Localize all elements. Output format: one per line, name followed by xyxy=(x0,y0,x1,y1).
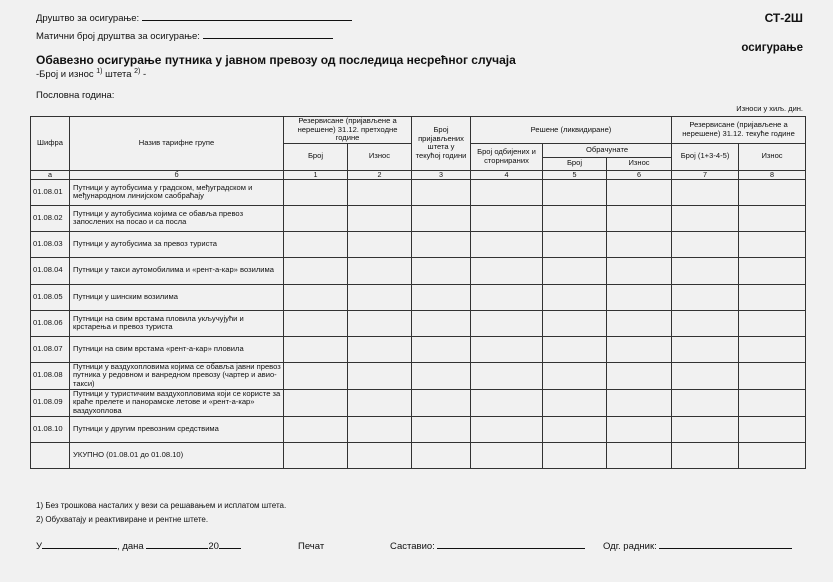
row-name: Путници у аутобусима за превоз туриста xyxy=(70,231,284,257)
value-cell[interactable] xyxy=(284,416,348,442)
row-name: Путници у такси аутомобилима и «рент-а-кар» возилима xyxy=(70,257,284,284)
value-cell[interactable] xyxy=(607,442,672,468)
value-cell[interactable] xyxy=(412,205,471,231)
header-prev-count: Број xyxy=(284,143,348,170)
value-cell[interactable] xyxy=(739,205,806,231)
value-cell[interactable] xyxy=(543,179,607,205)
value-cell[interactable] xyxy=(284,205,348,231)
table-row xyxy=(31,257,806,284)
place-date-line xyxy=(36,541,241,552)
place-prefix: У xyxy=(36,541,43,552)
value-cell[interactable] xyxy=(471,389,543,416)
value-cell[interactable] xyxy=(284,284,348,310)
value-cell[interactable] xyxy=(412,442,471,468)
header-rejected: Број одбијених и сторнираних xyxy=(471,143,543,170)
header-reported: Број пријављених штета у текућој години xyxy=(412,117,471,171)
value-cell[interactable] xyxy=(672,205,739,231)
row-name: УКУПНО (01.08.01 до 01.08.10) xyxy=(70,442,284,468)
table-row xyxy=(31,336,806,362)
header-curr-amount: Износ xyxy=(739,143,806,170)
date-label: , дана xyxy=(117,541,144,552)
row-code: 01.08.02 xyxy=(31,205,70,231)
value-cell[interactable] xyxy=(739,389,806,416)
value-cell[interactable] xyxy=(471,205,543,231)
value-cell[interactable] xyxy=(348,416,412,442)
company-label: Друштво за осигурање: xyxy=(36,13,140,24)
company-field[interactable] xyxy=(142,20,352,21)
value-cell[interactable] xyxy=(739,336,806,362)
subtitle-pre: -Број и износ xyxy=(36,69,94,81)
row-name: Путници у аутобусима којима се обавља превоз запослених на посао и са посла xyxy=(70,205,284,231)
responsible-label: Одг. радник: xyxy=(603,541,657,552)
footnote-1: 1) Без трошкова насталих у вези са решавањем и исплатом штета. xyxy=(36,501,287,510)
value-cell[interactable] xyxy=(607,416,672,442)
subtitle-mid: штета xyxy=(105,69,132,81)
value-cell[interactable] xyxy=(543,389,607,416)
header-resolved: Решене (ликвидиране) xyxy=(471,117,672,144)
row-name: Путници у другим превозним средствима xyxy=(70,416,284,442)
header-curr-count: Број (1+3-4-5) xyxy=(672,143,739,170)
value-cell[interactable] xyxy=(739,442,806,468)
prepared-line xyxy=(390,541,585,552)
column-index-row xyxy=(31,170,806,179)
row-code: 01.08.07 xyxy=(31,336,70,362)
reg-line xyxy=(36,31,333,42)
header-calc-amount: Износ xyxy=(607,157,672,170)
table-row xyxy=(31,442,806,468)
value-cell[interactable] xyxy=(543,336,607,362)
subtitle-post: - xyxy=(143,69,147,81)
row-code: 01.08.09 xyxy=(31,389,70,416)
col-index: 6 xyxy=(607,170,672,179)
value-cell[interactable] xyxy=(672,416,739,442)
value-cell[interactable] xyxy=(348,442,412,468)
subtitle-sup2: 2) xyxy=(134,68,141,75)
col-index: 4 xyxy=(471,170,543,179)
row-name: Путници у туристичким ваздухопловима који се користе за краће прелете и панорамске летове и «рент-а-кар» ваздухоплова xyxy=(70,389,284,416)
value-cell[interactable] xyxy=(739,284,806,310)
value-cell[interactable] xyxy=(543,442,607,468)
value-cell[interactable] xyxy=(672,231,739,257)
subtitle-sup1: 1) xyxy=(96,68,103,75)
reg-field[interactable] xyxy=(203,38,333,39)
table-row xyxy=(31,179,806,205)
subtitle xyxy=(36,68,146,80)
row-code: 01.08.04 xyxy=(31,257,70,284)
value-cell[interactable] xyxy=(672,257,739,284)
value-cell[interactable] xyxy=(412,310,471,336)
value-cell[interactable] xyxy=(412,416,471,442)
value-cell[interactable] xyxy=(607,205,672,231)
year-prefix: 20 xyxy=(208,541,219,552)
table-row xyxy=(31,389,806,416)
value-cell[interactable] xyxy=(348,257,412,284)
value-cell[interactable] xyxy=(348,231,412,257)
row-name: Путници у аутобусима у градском, међуградском и међународном линијском саобраћају xyxy=(70,179,284,205)
value-cell[interactable] xyxy=(471,362,543,389)
prepared-field[interactable] xyxy=(437,548,585,549)
value-cell[interactable] xyxy=(348,336,412,362)
value-cell[interactable] xyxy=(284,389,348,416)
value-cell[interactable] xyxy=(739,257,806,284)
year-label: Пословна година: xyxy=(36,90,115,101)
year-field[interactable] xyxy=(219,548,241,549)
value-cell[interactable] xyxy=(284,231,348,257)
value-cell[interactable] xyxy=(284,257,348,284)
col-index: 1 xyxy=(284,170,348,179)
units-label: Износи у хиљ. дин. xyxy=(736,104,803,113)
row-code xyxy=(31,442,70,468)
table-row xyxy=(31,416,806,442)
footnote-2: 2) Обухватају и реактивиране и рентне штете. xyxy=(36,515,209,524)
value-cell[interactable] xyxy=(543,231,607,257)
value-cell[interactable] xyxy=(739,231,806,257)
value-cell[interactable] xyxy=(607,231,672,257)
value-cell[interactable] xyxy=(471,257,543,284)
value-cell[interactable] xyxy=(672,362,739,389)
header-name: Назив тарифне групе xyxy=(70,117,284,171)
table-row xyxy=(31,284,806,310)
responsible-field[interactable] xyxy=(659,548,792,549)
value-cell[interactable] xyxy=(739,310,806,336)
date-field[interactable] xyxy=(146,548,208,549)
reg-label: Матични број друштва за осигурање: xyxy=(36,31,200,42)
value-cell[interactable] xyxy=(471,336,543,362)
header-calc-count: Број xyxy=(543,157,607,170)
value-cell[interactable] xyxy=(471,179,543,205)
responsible-line xyxy=(603,541,792,552)
row-code: 01.08.03 xyxy=(31,231,70,257)
value-cell[interactable] xyxy=(607,362,672,389)
page-title: Обавезно осигурање путника у јавном превозу од последица несрећног случаја xyxy=(36,53,516,67)
place-field[interactable] xyxy=(42,548,117,549)
value-cell[interactable] xyxy=(284,179,348,205)
value-cell[interactable] xyxy=(543,362,607,389)
value-cell[interactable] xyxy=(739,179,806,205)
header-prev-amount: Износ xyxy=(348,143,412,170)
value-cell[interactable] xyxy=(412,389,471,416)
company-line xyxy=(36,13,352,24)
value-cell[interactable] xyxy=(543,205,607,231)
value-cell[interactable] xyxy=(412,362,471,389)
value-cell[interactable] xyxy=(471,284,543,310)
table-row xyxy=(31,231,806,257)
row-code: 01.08.06 xyxy=(31,310,70,336)
col-index: а xyxy=(31,170,70,179)
value-cell[interactable] xyxy=(412,257,471,284)
value-cell[interactable] xyxy=(284,442,348,468)
claims-table xyxy=(30,116,806,469)
col-index: 8 xyxy=(739,170,806,179)
row-code: 01.08.10 xyxy=(31,416,70,442)
value-cell[interactable] xyxy=(412,336,471,362)
prepared-label: Саставио: xyxy=(390,541,435,552)
header-calculated: Обрачунате xyxy=(543,143,672,157)
value-cell[interactable] xyxy=(412,179,471,205)
value-cell[interactable] xyxy=(348,205,412,231)
value-cell[interactable] xyxy=(412,284,471,310)
value-cell[interactable] xyxy=(543,284,607,310)
value-cell[interactable] xyxy=(672,442,739,468)
value-cell[interactable] xyxy=(471,310,543,336)
value-cell[interactable] xyxy=(471,442,543,468)
row-name: Путници на свим врстама «рент-а-кар» пловила xyxy=(70,336,284,362)
value-cell[interactable] xyxy=(607,310,672,336)
col-index: 5 xyxy=(543,170,607,179)
value-cell[interactable] xyxy=(543,310,607,336)
row-code: 01.08.08 xyxy=(31,362,70,389)
value-cell[interactable] xyxy=(284,310,348,336)
value-cell[interactable] xyxy=(412,231,471,257)
value-cell[interactable] xyxy=(284,336,348,362)
value-cell[interactable] xyxy=(739,416,806,442)
value-cell[interactable] xyxy=(348,389,412,416)
value-cell[interactable] xyxy=(284,362,348,389)
header-reserved-curr: Резервисане (пријављене а нерешене) 31.12. текуће године xyxy=(672,117,806,144)
value-cell[interactable] xyxy=(471,416,543,442)
form-code: СТ-2Ш xyxy=(764,11,803,25)
value-cell[interactable] xyxy=(348,310,412,336)
value-cell[interactable] xyxy=(348,284,412,310)
col-index: 3 xyxy=(412,170,471,179)
header-code: Шифра xyxy=(31,117,70,171)
category-label: осигурање xyxy=(741,42,803,54)
value-cell[interactable] xyxy=(543,416,607,442)
header-reserved-prev: Резервисане (пријављене а нерешене) 31.12. претходне године xyxy=(284,117,412,144)
value-cell[interactable] xyxy=(348,179,412,205)
value-cell[interactable] xyxy=(607,336,672,362)
row-name: Путници на свим врстама пловила укључујући и крстарења и превоз туриста xyxy=(70,310,284,336)
row-name: Путници у шинским возилима xyxy=(70,284,284,310)
value-cell[interactable] xyxy=(348,362,412,389)
row-name: Путници у ваздухопловима којима се обавља јавни превоз путника у редовном и ванредном превозу (чартер и авио-такси) xyxy=(70,362,284,389)
value-cell[interactable] xyxy=(672,284,739,310)
row-code: 01.08.01 xyxy=(31,179,70,205)
value-cell[interactable] xyxy=(607,389,672,416)
col-index: 2 xyxy=(348,170,412,179)
col-index: б xyxy=(70,170,284,179)
table-row xyxy=(31,362,806,389)
value-cell[interactable] xyxy=(672,336,739,362)
value-cell[interactable] xyxy=(543,257,607,284)
stamp-label: Печат xyxy=(298,541,325,552)
value-cell[interactable] xyxy=(607,284,672,310)
value-cell[interactable] xyxy=(739,362,806,389)
row-code: 01.08.05 xyxy=(31,284,70,310)
value-cell[interactable] xyxy=(607,257,672,284)
value-cell[interactable] xyxy=(672,389,739,416)
value-cell[interactable] xyxy=(672,179,739,205)
table-row xyxy=(31,310,806,336)
table-row xyxy=(31,205,806,231)
value-cell[interactable] xyxy=(672,310,739,336)
col-index: 7 xyxy=(672,170,739,179)
value-cell[interactable] xyxy=(471,231,543,257)
value-cell[interactable] xyxy=(607,179,672,205)
